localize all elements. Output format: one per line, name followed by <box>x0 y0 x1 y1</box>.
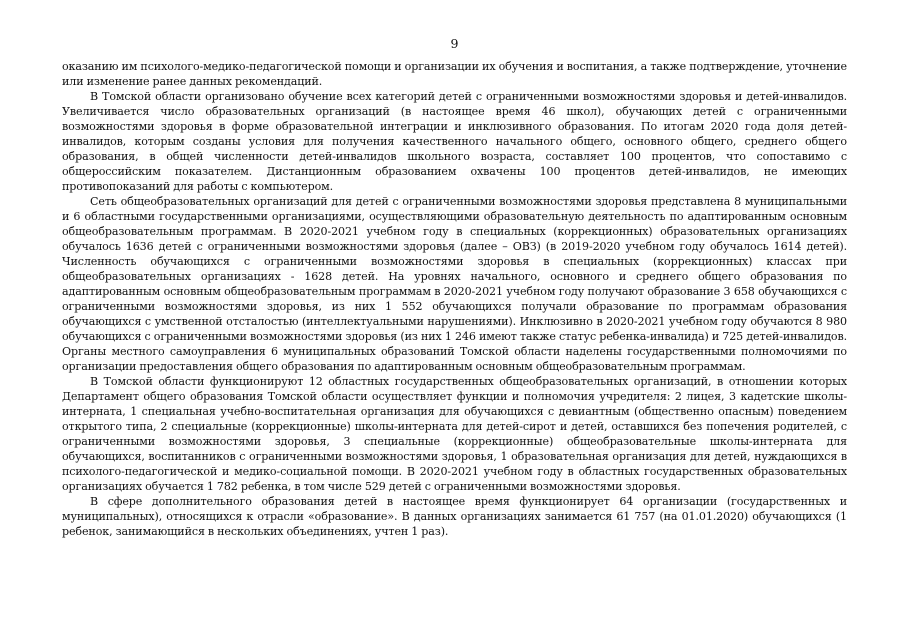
page-number: 9 <box>450 36 459 51</box>
document-body <box>62 59 847 539</box>
paragraph-continuation: оказанию им психолого-медико-педагогической помощи и организации их обучения и воспитания, а также подтверждение, уточнение или изменение ранее данных рекомендаций. <box>62 60 847 88</box>
paragraph-additional-education: В сфере дополнительного образования детей в настоящее время функционирует 64 организации (государственных и муниципальных), относящихся к отрасли «образование». В данных организациях занимается 61 757 (на 01.01.2020) обучающихся (1 ребенок, занимающийся в нескольких объединениях, учтен 1 раз). <box>62 495 847 538</box>
paragraph-regional-organizations: В Томской области функционируют 12 областных государственных общеобразовательных организаций, в отношении которых Департамент общего образования Томской области осуществляет функции и полномочия учредителя: 2 лицея, 3 кадетские школы-интерната, 1 специальная учебно-воспитательная организация для обучающихся с девиантным (общественно опасным) поведением открытого типа, 2 специальные (коррекционные) школы-интерната для детей-сирот и детей, оставшихся без попечения родителей, с ограниченными возможностями здоровья, 3 специальные (коррекционные) общеобразовательные школы-интерната для обучающихся, воспитанников с ограниченными возможностями здоровья, 1 образовательная организация для детей, нуждающихся в психолого-педагогической и медико-социальной помощи. В 2020-2021 учебном году в областных государственных образовательных организациях обучается 1 782 ребенка, в том числе 529 детей с ограниченными возможностями здоровья. <box>62 375 847 493</box>
paragraph-inclusive-education: В Томской области организовано обучение всех категорий детей с ограниченными возможностями здоровья и детей-инвалидов. Увеличивается число образовательных организаций (в настоящее время 46 школ), обучающих детей с ограниченными возможностями здоровья в форме образовательной интеграции и инклюзивного образования. По итогам 2020 года доля детей-инвалидов, которым созданы условия для получения качественного начального общего, основного общего, среднего общего образования, в общей численности детей-инвалидов школьного возраста, составляет 100 процентов, что сопоставимо с общероссийским показателем. Дистанционным образованием охвачены 100 процентов детей-инвалидов, не имеющих противопоказаний для работы с компьютером. <box>62 90 847 193</box>
paragraph-special-schools-network: Сеть общеобразовательных организаций для детей с ограниченными возможностями здоровья представлена 8 муниципальными и 6 областными государственными организациями, осуществляющими образовательную деятельность по адаптированным основным общеобразовательным программам. В 2020-2021 учебном году в специальных (коррекционных) образовательных организациях обучалось 1636 детей с ограниченными возможностями здоровья (далее – ОВЗ) (в 2019-2020 учебном году обучалось 1614 детей). Численность обучающихся с ограниченными возможностями здоровья в специальных (коррекционных) классах при общеобразовательных организациях - 1628 детей. На уровнях начального, основного и среднего общего образования по адаптированным основным общеобразовательным программам в 2020-2021 учебном году получают образование 3 658 обучающихся с ограниченными возможностями здоровья, из них 1 552 обучающихся получали образование по программам образования обучающихся с умственной отсталостью (интеллектуальными нарушениями). Инклюзивно в 2020-2021 учебном году обучаются 8 980 обучающихся с ограниченными возможностями здоровья (из них 1 246 имеют также статус ребенка-инвалида) и 725 детей-инвалидов. Органы местного самоуправления 6 муниципальных образований Томской области наделены государственными полномочиями по организации предоставления общего образования по адаптированным основным общеобразовательным программам. <box>62 195 847 373</box>
document-page <box>62 36 847 539</box>
